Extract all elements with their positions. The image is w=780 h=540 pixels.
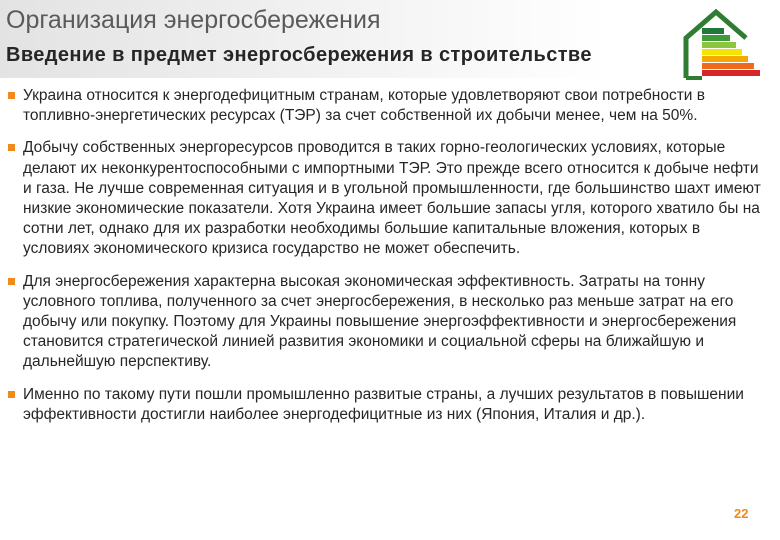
rating-bar-d [702,49,742,55]
bullet-text: Для энергосбережения характерна высокая экономическая эффективность. Затраты на тонну условного топлива, полученного за счет энергосбережения, в несколько раз меньше затрат на его добычу или покупку. Поэтому для Украины повышение энергоэффективности и энергосбережения становится стратегической линией развития экономики и социальной сферы на ближайшую и дальнейшую перспективу. [23,272,737,371]
rating-bar-f [702,63,754,69]
energy-house-logo-svg [680,8,762,80]
deck-title: Организация энергосбережения [6,6,381,34]
square-bullet-icon [8,391,15,398]
rating-bar-a [702,28,724,34]
bullet-item [6,385,770,425]
energy-efficient-house-icon [680,8,762,80]
bullet-text: Именно по такому пути пошли промышленно развитые страны, а лучших результатов в повышении эффективности достигли наиболее энергодефицитные из них (Япония, Италия и др.). [23,385,744,423]
square-bullet-icon [8,144,15,151]
bullet-list [6,86,770,437]
square-bullet-icon [8,92,15,99]
bullet-text: Украина относится к энергодефицитным странам, которые удовлетворяют свои потребности в топливно-энергетических ресурсах (ТЭР) за счет собственной их добычи менее, чем на 50%. [23,87,706,125]
bullet-text: Добычу собственных энергоресурсов проводится в таких горно-геологических условиях, которые делают их неконкурентоспособными с импортными ТЭР. Это прежде всего относится к добыче нефти и газа. Не лучше современная ситуация и в угольной промышленности, где большинство шахт имеют низкие экономические показатели. Хотя Украина имеет большие запасы угля, которого хватило бы на сотни лет, однако для их разработки необходимы большие капитальные вложения, которых в условиях экономического кризиса государство не может обеспечить. [23,139,761,258]
square-bullet-icon [8,278,15,285]
bullet-item [6,272,770,373]
rating-bar-e [702,56,748,62]
page-number: 22 [734,506,749,521]
rating-bar-g [702,70,760,76]
bullet-item [6,138,770,259]
slide-subtitle: Введение в предмет энергосбережения в строительстве [6,44,592,66]
rating-bar-c [702,42,736,48]
bullet-item [6,86,770,126]
rating-bar-b [702,35,730,41]
